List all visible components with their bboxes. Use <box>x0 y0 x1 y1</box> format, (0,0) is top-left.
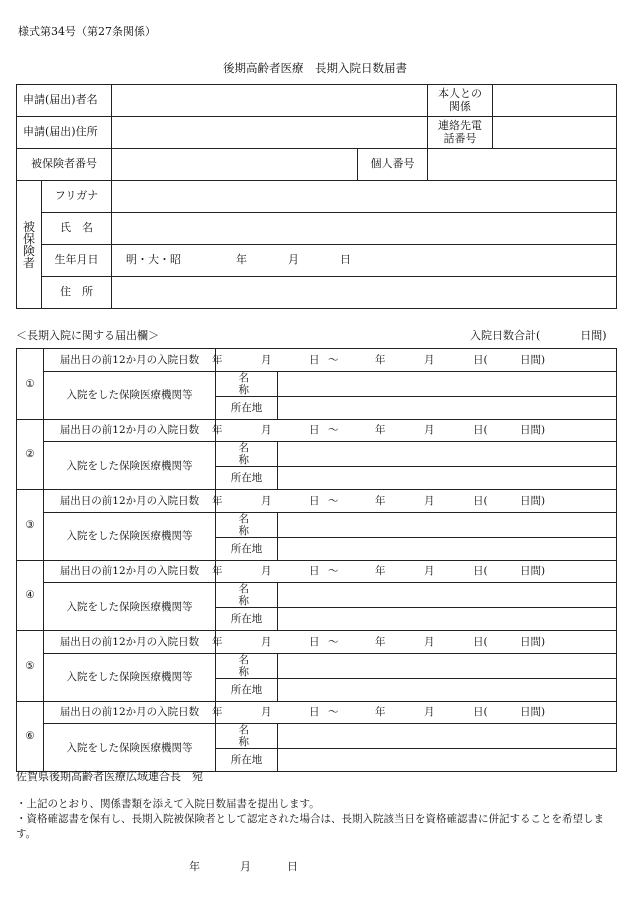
entry-days-label: 届出日の前12か月の入院日数 <box>44 560 216 583</box>
form-number: 様式第34号（第27条関係） <box>18 25 156 38</box>
insured-number-field[interactable] <box>112 149 358 181</box>
entry-1-tilde: ～ <box>328 353 339 366</box>
entry-2-start-year: 年 <box>212 424 223 437</box>
entry-5-days-row <box>17 631 617 654</box>
entry-institution-label: 入院をした保険医療機関等 <box>44 442 216 490</box>
entry-location-field[interactable] <box>278 749 617 772</box>
entry-4-start-day: 日 <box>309 565 320 578</box>
entry-location-label: 所在地 <box>216 396 278 419</box>
entry-number: ⑥ <box>17 701 44 772</box>
entry-2-days-unit: 日間) <box>520 424 546 437</box>
dob-row <box>17 245 617 277</box>
entry-2-days-row <box>17 419 617 442</box>
applicant-name-label: 申請(届出)者名 <box>17 85 112 117</box>
hospitalization-table <box>16 348 617 772</box>
addressee: 佐賀県後期高齢者医療広域連合長 宛 <box>16 770 203 783</box>
entry-days-label: 届出日の前12か月の入院日数 <box>44 631 216 654</box>
dob-year-unit: 年 <box>236 253 247 267</box>
applicant-address-label: 申請(届出)住所 <box>17 117 112 149</box>
entry-institution-label: 入院をした保険医療機関等 <box>44 653 216 701</box>
entry-days-label: 届出日の前12か月の入院日数 <box>44 701 216 724</box>
entry-location-label: 所在地 <box>216 467 278 490</box>
entry-6-end-year: 年 <box>375 706 386 719</box>
applicant-name-row <box>17 85 617 117</box>
entry-name-field[interactable] <box>278 371 617 396</box>
entry-4-name-row <box>17 583 617 608</box>
total-days <box>470 327 607 343</box>
entry-name-field[interactable] <box>278 724 617 749</box>
entry-location-label: 所在地 <box>216 537 278 560</box>
entry-6-name-row <box>17 724 617 749</box>
applicant-address-field[interactable] <box>112 117 428 149</box>
entry-1-days-unit: 日間) <box>520 353 546 366</box>
entry-1-start-year: 年 <box>212 353 223 366</box>
entry-number: ④ <box>17 560 44 631</box>
entry-5-tilde: ～ <box>328 635 339 648</box>
contact-label-text: 連絡先電話番号 <box>438 118 482 145</box>
dob-label: 生年月日 <box>42 245 112 277</box>
entry-number: ③ <box>17 490 44 561</box>
entry-5-days-unit: 日間) <box>520 635 546 648</box>
entry-name-label: 名 称 <box>216 724 278 749</box>
relation-label-text: 本人との関係 <box>438 86 482 113</box>
entry-4-start-year: 年 <box>212 565 223 578</box>
entry-period-field[interactable] <box>212 419 617 442</box>
date-year: 年 <box>189 860 200 873</box>
entry-6-end-day: 日( <box>473 706 488 719</box>
entry-1-start-day: 日 <box>309 353 320 366</box>
date-day: 日 <box>287 860 298 873</box>
entry-5-start-day: 日 <box>309 635 320 648</box>
insured-name-row <box>17 213 617 245</box>
entry-4-end-day: 日( <box>473 565 488 578</box>
insured-address-row <box>17 277 617 309</box>
entry-3-end-day: 日( <box>473 494 488 507</box>
entry-period-field[interactable] <box>212 701 617 724</box>
entry-location-field[interactable] <box>278 537 617 560</box>
furigana-field[interactable] <box>112 181 617 213</box>
entry-1-name-row <box>17 371 617 396</box>
entry-2-end-day: 日( <box>473 424 488 437</box>
entry-location-field[interactable] <box>278 678 617 701</box>
entry-name-label: 名 称 <box>216 442 278 467</box>
entry-location-label: 所在地 <box>216 608 278 631</box>
insured-number-label: 被保険者番号 <box>17 149 112 181</box>
entry-2-start-month: 月 <box>261 424 272 437</box>
insured-address-field[interactable] <box>112 277 617 309</box>
entry-2-name-row <box>17 442 617 467</box>
personal-number-field[interactable] <box>428 149 617 181</box>
entry-period-field[interactable] <box>212 631 617 654</box>
entry-name-field[interactable] <box>278 512 617 537</box>
entry-number: ⑤ <box>17 631 44 702</box>
section-heading: ＜長期入院に関する届出欄＞ <box>16 329 159 342</box>
dob-month-unit: 月 <box>288 253 299 267</box>
entry-4-days-unit: 日間) <box>520 565 546 578</box>
entry-6-days-row <box>17 701 617 724</box>
entry-1-end-day: 日( <box>473 353 488 366</box>
personal-number-label: 個人番号 <box>358 149 428 181</box>
entry-number: ② <box>17 419 44 490</box>
entry-2-start-day: 日 <box>309 424 320 437</box>
entry-days-label: 届出日の前12か月の入院日数 <box>44 419 216 442</box>
entry-name-label: 名 称 <box>216 653 278 678</box>
entry-2-end-year: 年 <box>375 424 386 437</box>
note-1: ・上記のとおり、関係書類を添えて入院日数届書を提出します。 <box>16 798 320 810</box>
entry-5-end-month: 月 <box>424 635 435 648</box>
relation-field[interactable] <box>493 85 617 117</box>
entry-3-start-day: 日 <box>309 494 320 507</box>
entry-5-start-year: 年 <box>212 635 223 648</box>
entry-3-days-row <box>17 490 617 513</box>
entry-6-end-month: 月 <box>424 706 435 719</box>
entry-2-tilde: ～ <box>328 424 339 437</box>
entry-institution-label: 入院をした保険医療機関等 <box>44 371 216 419</box>
entry-period-field[interactable] <box>212 560 617 583</box>
entry-days-label: 届出日の前12か月の入院日数 <box>44 349 216 372</box>
era-options: 明・大・昭 <box>126 253 181 267</box>
entry-3-name-row <box>17 512 617 537</box>
entry-name-field[interactable] <box>278 653 617 678</box>
applicant-name-field[interactable] <box>112 85 428 117</box>
total-days-unit: 日間) <box>580 329 607 342</box>
entry-4-start-month: 月 <box>261 565 272 578</box>
entry-institution-label: 入院をした保険医療機関等 <box>44 512 216 560</box>
entry-5-end-year: 年 <box>375 635 386 648</box>
entry-1-end-month: 月 <box>424 353 435 366</box>
entry-5-start-month: 月 <box>261 635 272 648</box>
entry-3-start-month: 月 <box>261 494 272 507</box>
insured-group-text: 被保険者 <box>23 219 36 270</box>
entry-period-field[interactable] <box>212 490 617 513</box>
entry-6-start-day: 日 <box>309 706 320 719</box>
insured-name-label: 氏 名 <box>42 213 112 245</box>
note-2: ・資格確認書を保有し、長期入院被保険者として認定された場合は、長期入院該当日を資格確認書に併記することを希望します。 <box>16 813 604 841</box>
entry-6-start-month: 月 <box>261 706 272 719</box>
total-days-label: 入院日数合計( <box>470 329 541 342</box>
entry-name-label: 名 称 <box>216 583 278 608</box>
entry-3-end-month: 月 <box>424 494 435 507</box>
entry-2-end-month: 月 <box>424 424 435 437</box>
insured-address-label: 住 所 <box>42 277 112 309</box>
entry-number: ① <box>17 349 44 420</box>
entry-location-field[interactable] <box>278 396 617 419</box>
entry-6-tilde: ～ <box>328 706 339 719</box>
entry-4-end-month: 月 <box>424 565 435 578</box>
applicant-table <box>16 84 617 309</box>
page-title: 後期高齢者医療 長期入院日数届書 <box>223 61 407 75</box>
entry-4-days-row <box>17 560 617 583</box>
contact-field[interactable] <box>493 117 617 149</box>
relation-label <box>428 85 493 117</box>
entry-name-label: 名 称 <box>216 512 278 537</box>
entry-1-end-year: 年 <box>375 353 386 366</box>
entry-3-end-year: 年 <box>375 494 386 507</box>
entry-name-label: 名 称 <box>216 371 278 396</box>
entry-1-days-row <box>17 349 617 372</box>
entry-6-days-unit: 日間) <box>520 706 546 719</box>
applicant-address-row <box>17 117 617 149</box>
entry-days-label: 届出日の前12か月の入院日数 <box>44 490 216 513</box>
entry-period-field[interactable] <box>212 349 617 372</box>
insured-name-field[interactable] <box>112 213 617 245</box>
entry-name-field[interactable] <box>278 583 617 608</box>
insured-number-row <box>17 149 617 181</box>
dob-day-unit: 日 <box>340 253 351 267</box>
entry-3-days-unit: 日間) <box>520 494 546 507</box>
entry-institution-label: 入院をした保険医療機関等 <box>44 724 216 772</box>
entry-location-field[interactable] <box>278 467 617 490</box>
dob-field[interactable] <box>112 245 617 277</box>
furigana-label: フリガナ <box>42 181 112 213</box>
entry-3-tilde: ～ <box>328 494 339 507</box>
entry-institution-label: 入院をした保険医療機関等 <box>44 583 216 631</box>
entry-3-start-year: 年 <box>212 494 223 507</box>
contact-label <box>428 117 493 149</box>
insured-group-label <box>17 181 42 309</box>
entry-location-label: 所在地 <box>216 749 278 772</box>
date-month: 月 <box>240 860 251 873</box>
entry-5-name-row <box>17 653 617 678</box>
entry-5-end-day: 日( <box>473 635 488 648</box>
entry-6-start-year: 年 <box>212 706 223 719</box>
entry-4-tilde: ～ <box>328 565 339 578</box>
entry-1-start-month: 月 <box>261 353 272 366</box>
furigana-row <box>17 181 617 213</box>
entry-location-field[interactable] <box>278 608 617 631</box>
entry-name-field[interactable] <box>278 442 617 467</box>
entry-location-label: 所在地 <box>216 678 278 701</box>
entry-4-end-year: 年 <box>375 565 386 578</box>
